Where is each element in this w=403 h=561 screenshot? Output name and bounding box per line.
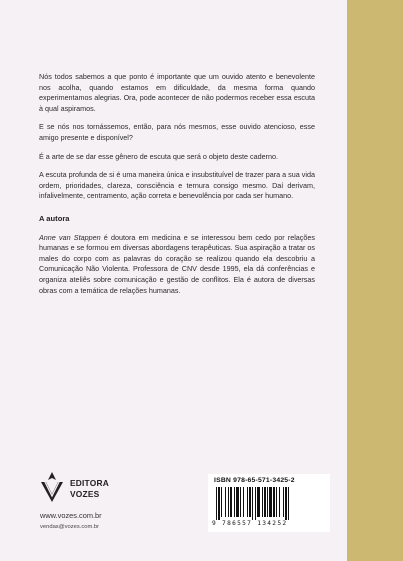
spine-strip: [347, 0, 403, 561]
paragraph-1: Nós todos sabemos a que ponto é importante que um ouvido atento e benevolente nos acolha, quando estamos em dificuldade, da mesma forma quando experimentamos alegrias. Ora, pode acontecer de não podermos receber essa escuta à qual aspiramos.: [39, 72, 315, 113]
author-name: Anne van Stappen: [39, 232, 101, 242]
paragraph-2: E se nós nos tornássemos, então, para nós mesmos, esse ouvido atencioso, esse amigo presente e disponível?: [39, 122, 315, 142]
paragraph-3: É a arte de se dar esse gênero de escuta que será o objeto deste caderno.: [39, 151, 278, 161]
publisher-name: [70, 478, 109, 499]
paragraph-4: A escuta profunda de si é uma maneira única e insubstituível de trazer para a sua vida ordem, prioridades, clareza, consciência e ternura consigo mesmo. Daí derivam, infalivelmente, centramento, ação correta e benevolência por cada ser humano.: [39, 170, 315, 201]
body-text: [39, 72, 315, 304]
author-section-title: A autora: [39, 213, 70, 223]
barcode-area: [208, 474, 330, 532]
vozes-logo-icon: [38, 470, 66, 504]
publisher-logo: [38, 470, 128, 506]
barcode-icon: [214, 487, 324, 520]
barcode-digits: 9 786557 134252: [212, 520, 288, 527]
publisher-name-line2: VOZES: [70, 488, 100, 499]
publisher-website: www.vozes.com.br: [40, 511, 102, 520]
publisher-name-line1: EDITORA: [70, 478, 109, 488]
author-bio: [39, 233, 315, 297]
author-bio-text: é doutora em medicina e se interessou bem cedo por relações humanas e se formou em diversas abordagens terapêuticas. Sua aspiração a tratar os males do corpo com as palavras do coração se realizou quando ela descobriu a Comunicação Não Violenta. Professora de CNV desde 1995, ela dá conferências e organiza ateliês sobre comunicação e gestão de conflitos. Ela é autora de diversas obras com a temática de relações humanas.: [39, 232, 315, 295]
publisher-email: vendas@vozes.com.br: [40, 524, 100, 530]
isbn-number: ISBN 978-65-571-3425-2: [214, 477, 295, 484]
